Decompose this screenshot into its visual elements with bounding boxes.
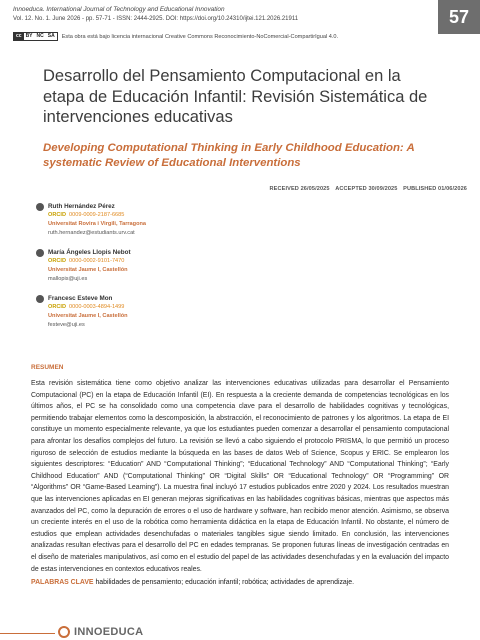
author-institution: Universitat Jaume I, Castellón [48,313,128,319]
author-orcid[interactable] [48,257,336,266]
cc-badge-sa: SA [47,33,55,39]
keywords-line [31,578,449,588]
author-email[interactable]: ruth.hernandez@estudiants.urv.cat [48,230,135,236]
orcid-id[interactable]: 0000-0003-4894-1499 [69,304,125,310]
author-institution: Universitat Jaume I, Castellón [48,267,128,273]
cc-badge-by: BY [25,33,33,39]
logo-text: INNOEDUCA [74,626,144,638]
keywords-label: PALABRAS CLAVE [31,579,94,587]
journal-meta[interactable]: Vol. 12. No. 1. June 2026 - pp. 57-71 - ISSN: 2444-2925. DOI: https://doi.org/10.24310/ijtei.121.2026.21911 [13,15,299,22]
orcid-label: ORCID [48,258,67,264]
license-text: Esta obra está bajo licencia internacional Creative Commons Reconocimiento-NoComercial-CompartirIgual 4.0. [61,33,339,40]
cc-license-icon[interactable] [13,32,58,41]
author-institution: Universitat Rovira i Virgili, Tarragona [48,221,147,227]
author-name: Francesc Esteve Mon [48,295,113,302]
orcid-id[interactable]: 0000-0002-9101-7470 [69,258,125,264]
article-title-spanish: Desarrollo del Pensamiento Computacional en la etapa de Educación Infantil: Revisión Sistemática de intervenciones educativas [43,67,428,126]
published-date: PUBLISHED 01/06/2026 [403,186,467,192]
license-notice [13,32,338,41]
footer-divider [0,633,55,634]
author-icon [36,249,44,257]
accepted-date: ACCEPTED 30/09/2025 [335,186,398,192]
page-footer [0,624,480,640]
abstract-heading: RESUMEN [31,364,64,371]
page-number: 57 [438,0,480,34]
cc-badge-nc: NC [36,33,44,39]
cc-badge-cc: cc [16,33,22,39]
article-title-english: Developing Computational Thinking in Early Childhood Education: A systematic Review of Educational Interventions [43,142,415,169]
author-icon [36,295,44,303]
journal-title[interactable]: Innoeduca. International Journal of Technology and Educational Innovation [13,6,225,13]
author-name: María Ángeles Llopis Nebot [48,249,131,256]
author-entry [36,202,336,238]
abstract-text: Esta revisión sistemática tiene como objetivo analizar las intervenciones educativas utilizadas para desarrollar el Pensamiento Computacional (PC) en la etapa de Educación Infantil (EI). En respuesta a la creciente demanda de competencias tecnológicas en los últimos años, el PC se ha consolidado como una competencia clave para el desarrollo de habilidades cognitivas y tecnológicas, permitiendo trabajar elementos como la descomposición, la abstracción, el reconocimiento de patrones y los algoritmos. La etapa de EI constituye un momento especialmente relevante, ya que los estudiantes pueden comenzar a desarrollar el pensamiento computacional para afrontar los desafíos complejos del futuro. La revisión se llevó a cabo siguiendo el protocolo PRISMA, lo que permitió un proceso riguroso de selección de estudios mediante la búsqueda en las bases de datos Web of Science, Scopus y ERIC. Se emplearon los siguientes descriptores: “Education” AND “Computational Thinking”; “Educational Technology” AND “Computational Thinking”; “Early Childhood Education” AND (“Computational Thinking” OR “Digital Skills” OR “Educational Technology” OR “Programming” OR “Algorithms” OR “Game-Based Learning”). La muestra final incluyó 17 estudios publicados entre 2020 y 2024. Los resultados muestran que las intervenciones aplicadas en EI generan mejoras significativas en las habilidades cognitivas básicas, mientras que aspectos más avanzados del PC, como la depuración de errores o el uso de hardware y software, han recibido menor atención. Asimismo, se observa un creciente interés en el uso de la robótica como herramienta didáctica en la etapa de Educación Infantil. No obstante, el número de estudios que emplean actividades desenchufadas o materiales tangibles sigue siendo limitado. En conclusión, las intervenciones analizadas resultan efectivas para el desarrollo del PC en edades tempranas. Se proponen futuras líneas de investigación centradas en el diseño de materiales manipulativos, así como en el estudio del papel de las actividades desenchufadas y en la evaluación del impacto de estas intervenciones en contextos educativos reales. [31,380,449,573]
author-list [36,202,336,340]
author-entry [36,248,336,284]
keywords-text: habilidades de pensamiento; educación infantil; robótica; actividades de aprendizaje. [95,579,355,587]
author-email[interactable]: mallopis@uji.es [48,276,88,282]
abstract-section [31,364,449,588]
author-name: Ruth Hernández Pérez [48,203,115,210]
author-orcid[interactable] [48,211,336,220]
author-icon [36,203,44,211]
publication-dates [0,186,467,192]
orcid-id[interactable]: 0009-0009-2187-6685 [69,212,125,218]
journal-logo [58,626,143,638]
author-orcid[interactable] [48,303,336,312]
received-date: RECEIVED 26/05/2025 [269,186,330,192]
orcid-label: ORCID [48,212,67,218]
author-entry [36,294,336,330]
journal-header [13,6,423,23]
orcid-label: ORCID [48,304,67,310]
logo-icon [58,626,70,638]
author-email[interactable]: festeve@uji.es [48,322,85,328]
